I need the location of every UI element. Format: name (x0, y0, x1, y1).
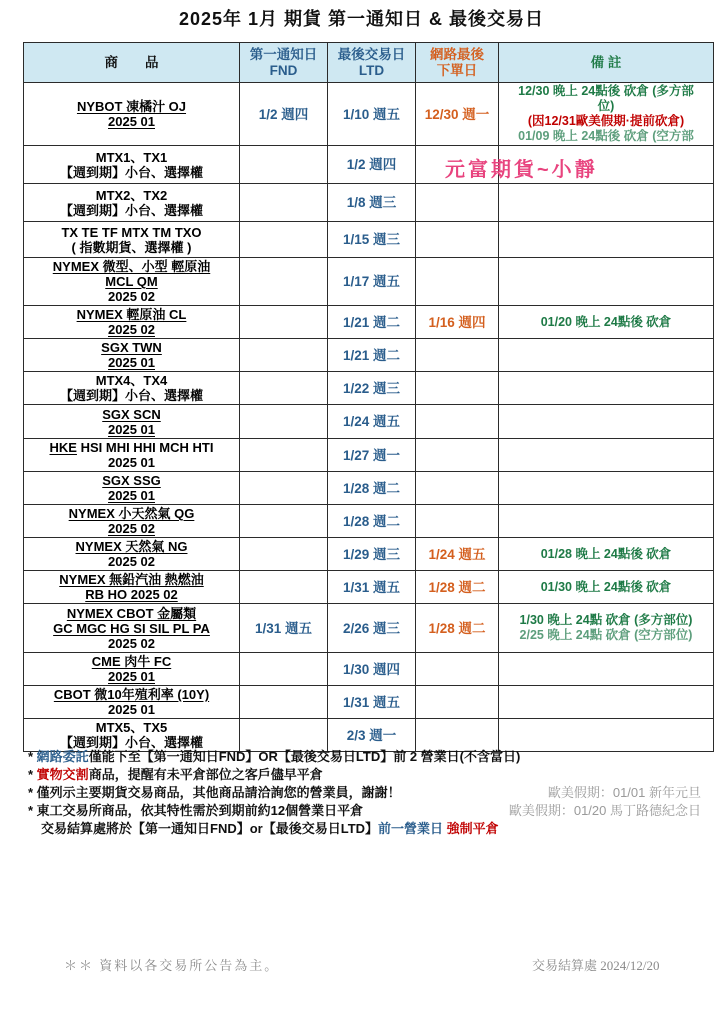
footnote-text: * (28, 767, 37, 782)
remark-line: 位) (597, 99, 615, 113)
ltd-cell: 1/31 週五 (328, 571, 416, 604)
product-line (26, 355, 237, 370)
product-line (26, 274, 237, 289)
footnote-text: * 僅列示主要期貨交易商品，其他商品請洽詢您的營業員，謝謝！ (28, 785, 401, 800)
ltd-cell: 1/31 週五 (328, 686, 416, 719)
footnote-text: * (28, 749, 37, 764)
table-row (24, 686, 714, 719)
product-text: CBOT 微10年殖利率 (10Y) (53, 687, 210, 702)
product-line (26, 539, 237, 554)
table-row (24, 372, 714, 405)
footnote-text: * 東工交易所商品，依其特性需於到期前約12個營業日平倉 (28, 803, 364, 818)
fnd-cell (240, 439, 328, 472)
product-text: SGX TWN (101, 340, 162, 355)
fnd-cell (240, 258, 328, 306)
table-row (24, 146, 714, 184)
product-line (26, 289, 237, 304)
web-deadline-cell (416, 719, 499, 752)
product-text: 2025 02 (108, 289, 155, 304)
remark-line: (因12/31歐美假期·提前砍倉) (527, 114, 685, 128)
schedule-table (23, 42, 714, 752)
product-cell (24, 653, 240, 686)
product-cell (24, 686, 240, 719)
product-text: SGX SSG (102, 473, 161, 488)
product-text: 【週到期】小台、選擇權 (59, 388, 203, 403)
product-text: 2025 01 (108, 455, 155, 470)
fnd-cell (240, 306, 328, 339)
remark-line: 01/30 晚上 24點後 砍倉 (540, 579, 672, 594)
product-line (26, 150, 237, 165)
product-text: 【週到期】小台、選擇權 (59, 735, 203, 750)
web-deadline-cell (416, 505, 499, 538)
table-row (24, 472, 714, 505)
web-deadline-cell (416, 439, 499, 472)
product-text: TX TE TF MTX TM TXO (61, 224, 202, 240)
web-deadline-cell (416, 258, 499, 306)
header-row (24, 43, 714, 83)
fnd-cell (240, 653, 328, 686)
footnote-line (28, 802, 520, 820)
web-deadline-cell (416, 184, 499, 222)
product-text: NYMEX 天然氣 NG (75, 539, 188, 554)
header-ltd (328, 43, 416, 83)
product-text: NYBOT 凍橘汁 OJ (76, 99, 187, 114)
ltd-cell: 2/26 週三 (328, 604, 416, 653)
remark-cell (499, 719, 714, 752)
product-cell (24, 258, 240, 306)
footnote-text: 網路委託 (36, 749, 89, 764)
product-line (26, 488, 237, 503)
footnote-text: 實物交割 (36, 767, 89, 782)
footnotes (28, 748, 520, 838)
product-line (26, 669, 237, 684)
product-line (26, 307, 237, 322)
fnd-cell: 1/31 週五 (240, 604, 328, 653)
product-text: NYMEX 小天然氣 QG (68, 506, 195, 521)
fnd-cell (240, 538, 328, 571)
product-line (26, 506, 237, 521)
ltd-cell: 2/3 週一 (328, 719, 416, 752)
fnd-cell (240, 222, 328, 258)
footnote-text: 交易結算處將於【第一通知日FND】or【最後交易日LTD】 (28, 821, 379, 836)
product-cell (24, 339, 240, 372)
ltd-cell: 1/10 週五 (328, 83, 416, 146)
fnd-cell: 1/2 週四 (240, 83, 328, 146)
footnote-line (28, 820, 520, 838)
ltd-cell: 1/28 週二 (328, 472, 416, 505)
bottom-disclaimer: ＊＊ 資料以各交易所公告為主。 (64, 958, 280, 973)
watermark-text: 元富期貨~小靜 (445, 159, 598, 181)
product-line (26, 720, 237, 735)
product-text: 2025 02 (108, 635, 155, 651)
remark-line: 2/25 晚上 24點 砍倉 (空方部位) (519, 628, 693, 642)
product-line (26, 554, 237, 569)
fnd-cell (240, 184, 328, 222)
product-text: 2025 01 (108, 702, 155, 717)
footnote-line (28, 748, 520, 766)
ltd-cell: 1/8 週三 (328, 184, 416, 222)
product-cell (24, 505, 240, 538)
header-fnd (240, 43, 328, 83)
header-ltd-line2: LTD (358, 62, 385, 78)
product-text: CME 肉牛 FC (91, 654, 172, 669)
web-deadline-cell (416, 339, 499, 372)
web-deadline-cell: 1/16 週四 (416, 306, 499, 339)
page-title: 2025年 1月 期貨 第一通知日 & 最後交易日 (178, 9, 545, 29)
product-line (26, 259, 237, 274)
remark-cell (499, 405, 714, 439)
table-row (24, 439, 714, 472)
table-row (24, 222, 714, 258)
remark-cell (499, 653, 714, 686)
remark-line: 1/30 晚上 24點 砍倉 (多方部位) (519, 613, 693, 627)
product-line (26, 572, 237, 587)
fnd-cell (240, 719, 328, 752)
product-text: MTX5、TX5 (95, 720, 168, 735)
product-line (26, 636, 237, 651)
ltd-cell: 1/27 週一 (328, 439, 416, 472)
product-line (26, 225, 237, 240)
product-text: 2025 02 (108, 554, 155, 569)
product-cell (24, 472, 240, 505)
product-cell (24, 538, 240, 571)
header-remark: 備 註 (499, 43, 714, 83)
table-row (24, 258, 714, 306)
fnd-cell (240, 372, 328, 405)
table-row (24, 719, 714, 752)
ltd-cell: 1/30 週四 (328, 653, 416, 686)
product-cell (24, 184, 240, 222)
product-line (26, 240, 237, 255)
ltd-cell: 1/2 週四 (328, 146, 416, 184)
header-web-line1: 網路最後 (430, 46, 484, 62)
web-deadline-cell (416, 372, 499, 405)
remark-cell (499, 571, 714, 604)
product-text: 2025 02 (108, 521, 155, 536)
footnote-line (28, 784, 520, 802)
remark-cell (499, 505, 714, 538)
product-text: MCL QM (105, 274, 158, 289)
remark-cell (499, 184, 714, 222)
product-text: 【週到期】小台、選擇權 (59, 164, 203, 180)
product-line (26, 521, 237, 536)
ltd-cell: 1/15 週三 (328, 222, 416, 258)
header-fnd-line2: FND (269, 62, 298, 78)
web-deadline-cell (416, 686, 499, 719)
web-deadline-cell (416, 472, 499, 505)
header-fnd-line1: 第一通知日 (249, 46, 318, 62)
fnd-cell (240, 505, 328, 538)
product-line (26, 99, 237, 114)
product-line (26, 587, 237, 602)
product-cell (24, 405, 240, 439)
ltd-cell: 1/22 週三 (328, 372, 416, 405)
product-text: 2025 01 (108, 114, 155, 129)
remark-line: 01/28 晚上 24點後 砍倉 (540, 546, 672, 561)
fnd-cell (240, 405, 328, 439)
table-row (24, 306, 714, 339)
holiday-line: 歐美假期：01/01 新年元旦 (547, 785, 701, 800)
product-text: NYMEX 輕原油 CL (76, 307, 187, 322)
remark-cell (499, 306, 714, 339)
product-text: MTX1、TX1 (95, 149, 168, 165)
header-web-deadline (416, 43, 499, 83)
product-text: NYMEX CBOT 金屬類 (66, 605, 197, 621)
table-row (24, 184, 714, 222)
product-cell (24, 571, 240, 604)
product-line (26, 165, 237, 180)
header-web-line2: 下單日 (436, 62, 478, 78)
product-text: HSI MHI HHI MCH HTI (76, 440, 214, 455)
ltd-cell: 1/17 週五 (328, 258, 416, 306)
table-row (24, 505, 714, 538)
remark-cell (499, 83, 714, 146)
product-line (26, 654, 237, 669)
table-row (24, 339, 714, 372)
product-line (26, 388, 237, 403)
fnd-cell (240, 571, 328, 604)
header-ltd-line1: 最後交易日 (337, 46, 406, 62)
table-row (24, 538, 714, 571)
product-line (26, 687, 237, 702)
remark-line: 12/30 晚上 24點後 砍倉 (多方部 (518, 84, 694, 98)
product-text: 2025 01 (108, 355, 155, 370)
product-text: NYMEX 微型、小型 輕原油 (52, 259, 211, 274)
product-line (26, 203, 237, 218)
web-deadline-cell (416, 222, 499, 258)
fnd-cell (240, 686, 328, 719)
ltd-cell: 1/28 週二 (328, 505, 416, 538)
product-line (26, 188, 237, 203)
product-line (26, 621, 237, 636)
footnote-text: 商品，提醒有未平倉部位之客戶儘早平倉 (88, 767, 323, 782)
product-cell (24, 604, 240, 653)
product-line (26, 473, 237, 488)
web-deadline-cell: 1/24 週五 (416, 538, 499, 571)
product-line (26, 340, 237, 355)
table-row (24, 653, 714, 686)
product-text: NYMEX 無鉛汽油 熱燃油 (59, 572, 204, 587)
product-cell (24, 719, 240, 752)
product-text: ( 指數期貨、選擇權 ) (71, 239, 192, 255)
remark-cell (499, 472, 714, 505)
remark-line: 01/09 晚上 24點後 砍倉 (空方部 (518, 129, 694, 143)
product-line (26, 440, 237, 455)
table-row (24, 604, 714, 653)
holiday-line: 歐美假期：01/20 馬丁路德紀念日 (508, 803, 701, 818)
remark-cell (499, 339, 714, 372)
remark-cell (499, 604, 714, 653)
fnd-cell (240, 339, 328, 372)
fnd-cell (240, 472, 328, 505)
web-deadline-cell: 12/30 週一 (416, 83, 499, 146)
product-text: SGX SCN (102, 406, 161, 422)
product-line (26, 322, 237, 337)
web-deadline-cell (416, 405, 499, 439)
product-text: 2025 01 (108, 669, 155, 684)
product-cell (24, 146, 240, 184)
footnote-text: 前一營業日 (378, 821, 447, 836)
fnd-cell (240, 146, 328, 184)
product-line (26, 422, 237, 437)
remark-cell (499, 258, 714, 306)
holiday-notes (509, 784, 701, 820)
product-line (26, 455, 237, 470)
product-line (26, 114, 237, 129)
remark-cell (499, 439, 714, 472)
table-row (24, 83, 714, 146)
ltd-cell: 1/21 週二 (328, 306, 416, 339)
footnote-line (28, 766, 520, 784)
ltd-cell: 1/29 週三 (328, 538, 416, 571)
product-text: MTX4、TX4 (95, 373, 168, 388)
footnote-text: 強制平倉 (446, 821, 499, 836)
product-line (26, 702, 237, 717)
product-text: GC MGC HG SI SIL PL PA (53, 620, 210, 636)
header-product: 商 品 (24, 43, 240, 83)
product-line (26, 606, 237, 621)
remark-cell (499, 222, 714, 258)
product-text: 【週到期】小台、選擇權 (59, 202, 203, 218)
product-cell (24, 372, 240, 405)
footnote-text: 僅能下至【第一通知日FND】OR【最後交易日LTD】前 2 營業日(不含當日) (88, 749, 521, 764)
product-text: MTX2、TX2 (95, 187, 168, 203)
web-deadline-cell: 1/28 週二 (416, 604, 499, 653)
product-text: 2025 01 (108, 488, 155, 503)
product-cell (24, 439, 240, 472)
remark-cell (499, 686, 714, 719)
product-text: 2025 02 (108, 322, 155, 337)
product-cell (24, 306, 240, 339)
product-line (26, 407, 237, 422)
product-cell (24, 83, 240, 146)
bottom-signature: 交易結算處 2024/12/20 (532, 958, 660, 973)
ltd-cell: 1/21 週二 (328, 339, 416, 372)
table-row (24, 405, 714, 439)
remark-cell (499, 538, 714, 571)
web-deadline-cell: 1/28 週二 (416, 571, 499, 604)
product-text: 2025 01 (108, 421, 155, 437)
product-text: RB HO 2025 02 (85, 587, 178, 602)
web-deadline-cell (416, 653, 499, 686)
remark-cell (499, 372, 714, 405)
remark-line: 01/20 晚上 24點後 砍倉 (540, 314, 672, 329)
product-line (26, 373, 237, 388)
table-row (24, 571, 714, 604)
product-cell (24, 222, 240, 258)
product-text: HKE (49, 440, 77, 455)
ltd-cell: 1/24 週五 (328, 405, 416, 439)
